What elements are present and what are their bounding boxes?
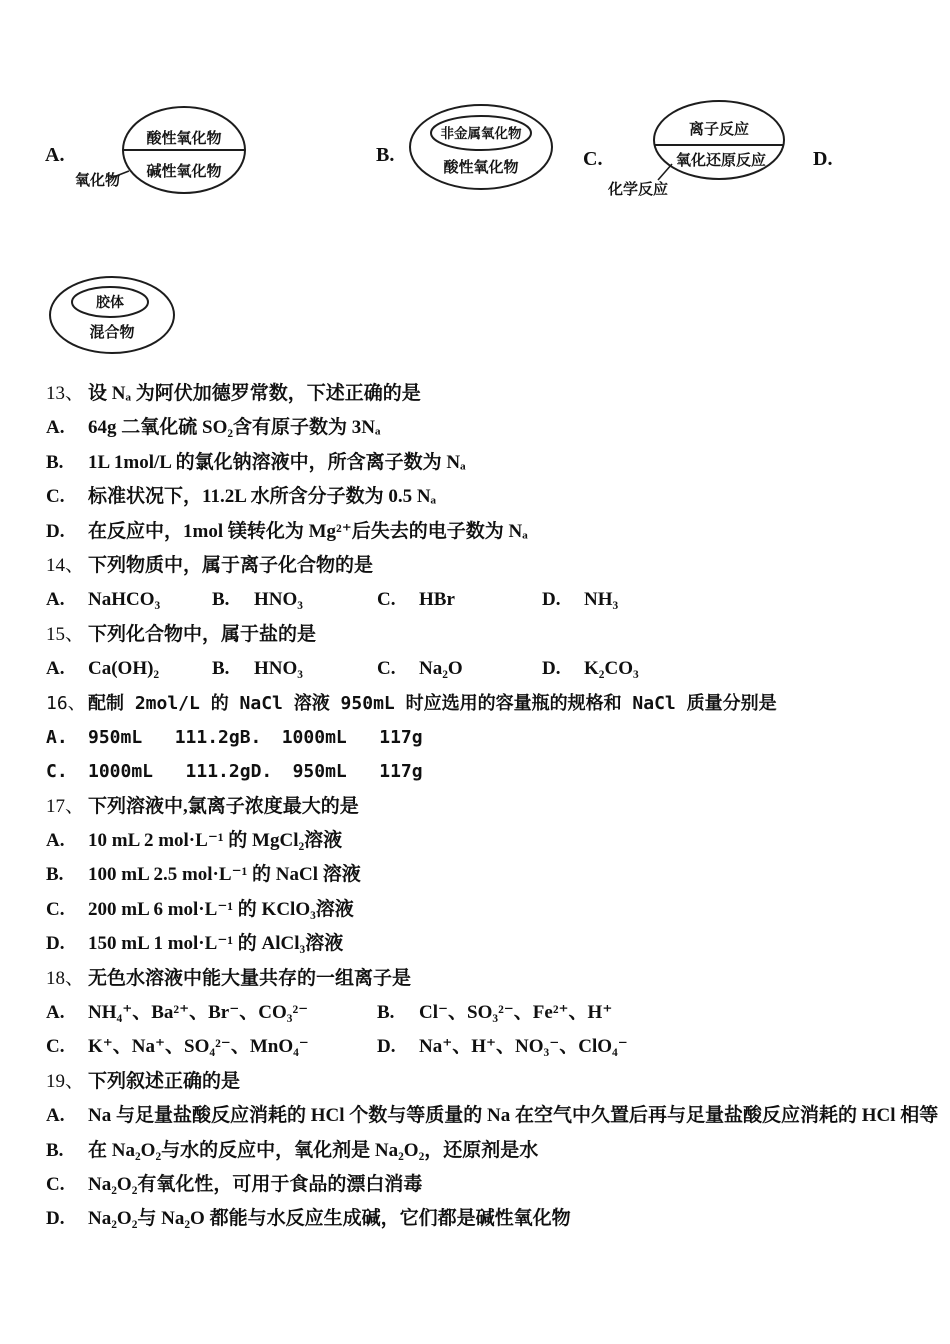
- question-number: 14、: [46, 554, 85, 576]
- question-18: [46, 962, 950, 1065]
- option-label: C.: [46, 1036, 65, 1058]
- option-d: [542, 583, 618, 617]
- question-stem-text: 下列化合物中，属于盐的是: [88, 623, 317, 645]
- option-d: [251, 755, 423, 789]
- option-text: Na₂O₂有氧化性，可用于食品的漂白消毒: [88, 1173, 423, 1195]
- options-row: [46, 721, 950, 755]
- option-label: C.: [46, 486, 65, 508]
- option-label: D.: [46, 1208, 65, 1230]
- option-label: C.: [46, 761, 68, 783]
- option-a: [46, 583, 212, 617]
- option-label: C.: [46, 898, 65, 920]
- option-label: B.: [46, 451, 64, 473]
- option-label: D.: [542, 589, 561, 611]
- question-stem-text: 无色水溶液中能大量共存的一组离子是: [88, 967, 412, 989]
- option-text: Na 与足量盐酸反应消耗的 HCl 个数与等质量的 Na 在空气中久置后再与足量盐酸反应消耗的 HCl 相等: [88, 1105, 939, 1127]
- option-label: B.: [46, 1139, 64, 1161]
- option-label: A.: [46, 726, 68, 748]
- venn-diagram-nonmetal-oxides: [405, 100, 560, 195]
- question-stem: [46, 687, 950, 721]
- option-text: 150 mL 1 mol·L⁻¹ 的 AlCl₃溶液: [88, 933, 344, 955]
- option-text: 64g 二氧化硫 SO₂含有原子数为 3Nₐ: [88, 417, 381, 439]
- option-b: [46, 858, 950, 892]
- option-d: [46, 1202, 950, 1236]
- option-a: [46, 1099, 950, 1133]
- option-text: K₂CO₃: [584, 658, 639, 680]
- question-16: [46, 687, 950, 790]
- option-text: 在 Na₂O₂与水的反应中，氧化剂是 Na₂O₂，还原剂是水: [88, 1139, 539, 1161]
- option-label: D.: [46, 933, 65, 955]
- question-15: [46, 618, 950, 687]
- option-text: 10 mL 2 mol·L⁻¹ 的 MgCl₂溶液: [88, 830, 343, 852]
- region-label-acidic-oxide: 酸性氧化物: [443, 160, 519, 176]
- question-14: [46, 549, 950, 618]
- outer-ellipse: [50, 277, 174, 353]
- option-c: [377, 652, 542, 686]
- venn-diagram-reactions: [600, 98, 800, 203]
- option-text: K⁺、Na⁺、SO₄²⁻、MnO₄⁻: [88, 1036, 309, 1058]
- region-label-redox-reaction: 氧化还原反应: [675, 153, 767, 169]
- option-text: Na₂O₂与 Na₂O 都能与水反应生成碱，它们都是碱性氧化物: [88, 1208, 571, 1230]
- question-17: [46, 790, 950, 962]
- option-label: A.: [46, 658, 65, 680]
- figure-option-d-label: D.: [813, 148, 833, 170]
- question-stem: [46, 962, 950, 996]
- outside-label-oxide: 氧化物: [75, 173, 121, 189]
- question-stem: [46, 377, 950, 411]
- option-b: [240, 721, 423, 755]
- option-b: [46, 446, 950, 480]
- option-label: D.: [46, 520, 65, 542]
- options-row: [46, 996, 950, 1030]
- region-label-ionic-reaction: 离子反应: [688, 122, 750, 138]
- outer-ellipse: [410, 105, 552, 189]
- question-stem-text: 设 Nₐ 为阿伏加德罗常数，下述正确的是: [88, 383, 421, 404]
- option-label: B.: [46, 864, 64, 886]
- option-c: [46, 1168, 950, 1202]
- question-number: 16、: [46, 692, 86, 714]
- venn-diagram-colloid-mixture: [45, 275, 185, 360]
- option-label: D.: [542, 658, 561, 680]
- figure-option-a-label: A.: [45, 144, 65, 166]
- region-label-basic-oxide: 碱性氧化物: [146, 164, 222, 180]
- question-13: [46, 377, 950, 549]
- option-a: [46, 824, 950, 858]
- question-stem: [46, 549, 950, 583]
- option-d: [542, 652, 639, 686]
- options-row: [46, 583, 950, 617]
- option-text: Cl⁻、SO₃²⁻、Fe²⁺、H⁺: [419, 1002, 613, 1024]
- option-text: 1L 1mol/L 的氯化钠溶液中，所含离子数为 Nₐ: [88, 451, 466, 473]
- option-c: [46, 480, 950, 514]
- options-row: [46, 652, 950, 686]
- question-stem: [46, 1065, 950, 1099]
- option-label: A.: [46, 589, 65, 611]
- option-b: [46, 1134, 950, 1168]
- option-d: [46, 927, 950, 961]
- question-number: 15、: [46, 623, 85, 645]
- option-label: B.: [377, 1002, 395, 1024]
- option-text: 100 mL 2.5 mol·L⁻¹ 的 NaCl 溶液: [88, 864, 361, 886]
- option-text: 标准状况下，11.2L 水所含分子数为 0.5 Nₐ: [88, 486, 437, 508]
- option-b: [212, 652, 377, 686]
- option-d: [377, 1030, 628, 1064]
- options-row: [46, 755, 950, 789]
- option-text: HNO₃: [254, 658, 303, 680]
- option-label: B.: [212, 658, 230, 680]
- option-text: HNO₃: [254, 589, 303, 611]
- option-text: Na₂O: [419, 658, 463, 680]
- question-19: [46, 1065, 950, 1237]
- option-text: NH₄⁺、Ba²⁺、Br⁻、CO₃²⁻: [88, 1002, 309, 1024]
- option-label: A.: [46, 1002, 65, 1024]
- option-label: A.: [46, 830, 65, 852]
- region-label-acidic-oxide: 酸性氧化物: [146, 131, 222, 147]
- option-label: D.: [250, 761, 273, 783]
- region-label-mixture: 混合物: [89, 325, 135, 341]
- option-text: 950mL 111.2g: [88, 726, 240, 748]
- option-label: C.: [377, 589, 396, 611]
- option-text: NH₃: [584, 589, 619, 611]
- option-label: A.: [46, 417, 65, 439]
- option-label: B.: [239, 726, 262, 748]
- option-text: 950mL 117g: [292, 761, 423, 783]
- question-stem-text: 下列叙述正确的是: [88, 1070, 241, 1092]
- option-label: A.: [46, 1105, 65, 1127]
- option-label: B.: [212, 589, 230, 611]
- question-stem-text: 配制 2mol/L 的 NaCl 溶液 950mL 时应选用的容量瓶的规格和 NaCl 质量分别是: [88, 692, 777, 714]
- question-stem-text: 下列溶液中,氯离子浓度最大的是: [88, 795, 359, 817]
- option-text: 1000mL 111.2g: [88, 761, 251, 783]
- option-a: [46, 411, 950, 445]
- option-text: 200 mL 6 mol·L⁻¹ 的 KClO₃溶液: [88, 898, 354, 920]
- question-stem: [46, 790, 950, 824]
- figure-option-c-label: C.: [583, 148, 603, 170]
- options-row: [46, 1030, 950, 1064]
- option-text: 在反应中，1mol 镁转化为 Mg²⁺后失去的电子数为 Nₐ: [88, 520, 528, 542]
- option-text: HBr: [419, 589, 455, 611]
- option-d: [46, 515, 950, 549]
- option-b: [212, 583, 377, 617]
- region-label-nonmetal-oxide: 非金属氧化物: [440, 126, 522, 141]
- option-c: [46, 893, 950, 927]
- option-text: NaHCO₃: [88, 589, 161, 611]
- option-label: C.: [46, 1173, 65, 1195]
- option-label: D.: [377, 1036, 396, 1058]
- option-b: [377, 996, 612, 1030]
- option-c: [377, 583, 542, 617]
- option-label: C.: [377, 658, 396, 680]
- pointer-line: [658, 164, 672, 180]
- option-text: Ca(OH)₂: [88, 658, 160, 680]
- option-text: 1000mL 117g: [281, 726, 423, 748]
- question-stem-text: 下列物质中，属于离子化合物的是: [88, 554, 374, 576]
- question-number: 18、: [46, 967, 85, 989]
- question-list: [0, 377, 950, 1237]
- question-number: 17、: [46, 795, 85, 817]
- question-number: 13、: [46, 383, 85, 404]
- venn-diagram-oxides: [70, 100, 260, 202]
- region-label-colloid: 胶体: [96, 296, 124, 311]
- outside-label-chemical-reaction: 化学反应: [608, 182, 669, 198]
- option-a: [46, 721, 240, 755]
- option-text: Na⁺、H⁺、NO₃⁻、ClO₄⁻: [419, 1036, 628, 1058]
- option-a: [46, 652, 212, 686]
- option-c: [46, 755, 251, 789]
- option-c: [46, 1030, 377, 1064]
- figure-option-b-label: B.: [376, 144, 395, 166]
- question-number: 19、: [46, 1070, 85, 1092]
- option-a: [46, 996, 377, 1030]
- question-stem: [46, 618, 950, 652]
